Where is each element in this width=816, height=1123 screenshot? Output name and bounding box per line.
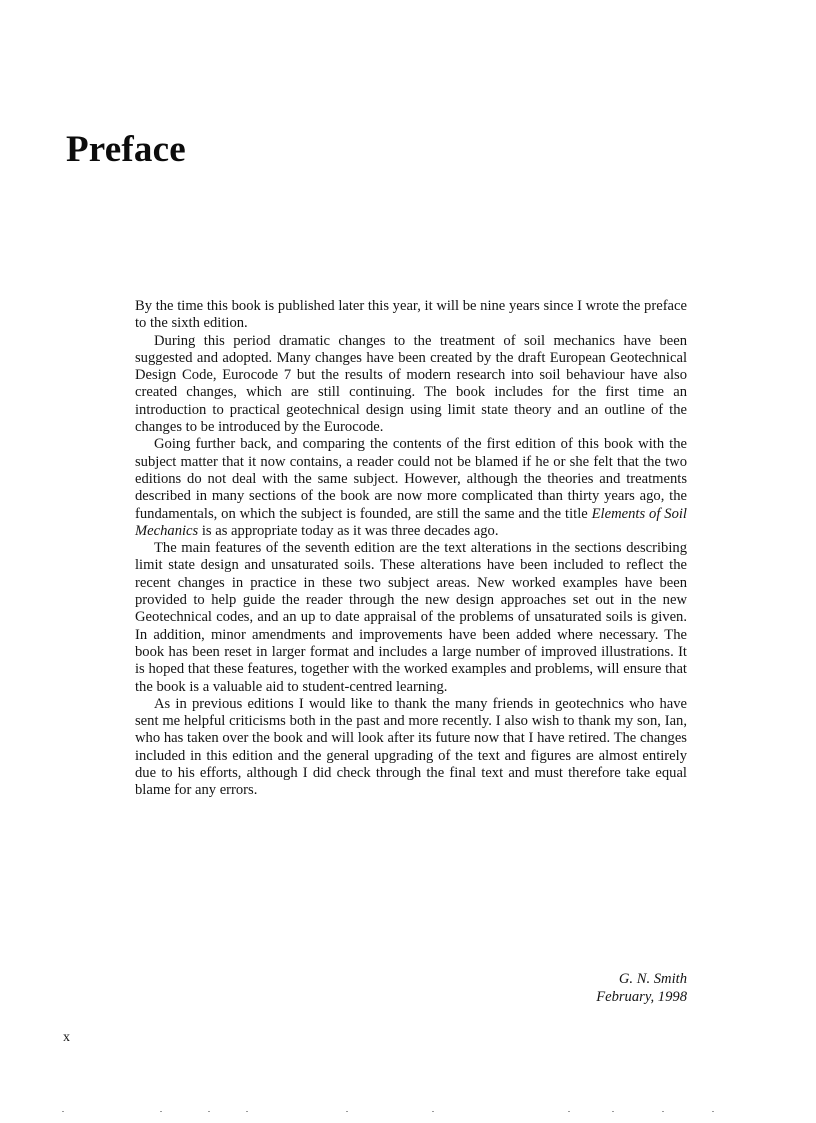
scan-speck xyxy=(662,1111,664,1112)
scan-speck xyxy=(160,1111,162,1112)
book-title-italic: Elements of Soil Mechanics xyxy=(135,505,687,539)
page-number: x xyxy=(63,1030,70,1045)
scan-speck xyxy=(346,1111,348,1112)
signature-block xyxy=(596,970,687,1006)
paragraph-5: As in previous editions I would like to thank the many friends in geotechnics who have sent me helpful criticisms both in the past and more recently. I also wish to thank my son, Ian, who has taken over the book and will look after its future now that I have retired. The changes included in this edition and the general upgrading of the text and figures are almost entirely due to his efforts, although I did check through the final text and must therefore take equal blame for any errors. xyxy=(135,695,687,799)
paragraph-3-text-before: Going further back, and comparing the contents of the first edition of this book with the subject matter that it now contains, a reader could not be blamed if he or she felt that the two editions do not deal with the same subject. However, although the theories and treatments described in many sections of the book are now more complicated than thirty years ago, the fundamentals, on which the subject is founded, are still the same and the title xyxy=(135,436,687,522)
scan-speck xyxy=(568,1111,570,1112)
paragraph-3 xyxy=(135,436,687,540)
scan-speck xyxy=(612,1111,614,1112)
scan-speck xyxy=(432,1111,434,1112)
page-title: Preface xyxy=(66,129,186,170)
paragraph-2: During this period dramatic changes to the treatment of soil mechanics have been suggested and adopted. Many changes have been created by the draft European Geotechnical Design Code, Eurocode 7 but the results of modern research into soil behaviour have also created changes, which are still continuing. The book includes for the first time an introduction to practical geotechnical design using limit state theory and an outline of the changes to be introduced by the Eurocode. xyxy=(135,332,687,436)
signature-date: February, 1998 xyxy=(596,989,687,1005)
preface-body xyxy=(135,298,687,800)
paragraph-1: By the time this book is published later this year, it will be nine years since I wrote the preface to the sixth edition. xyxy=(135,298,687,332)
scan-speck xyxy=(246,1111,248,1112)
scan-speck xyxy=(208,1111,210,1112)
scan-speck xyxy=(62,1111,64,1112)
scan-specks xyxy=(0,1108,816,1118)
paragraph-4: The main features of the seventh edition are the text alterations in the sections describing limit state design and unsaturated soils. These alterations have been included to reflect the recent changes in practice in these two subject areas. New worked examples have been provided to help guide the reader through the new design approaches set out in the new Geotechnical codes, and an up to date appraisal of the problems of unsaturated soils is given. In addition, minor amendments and improvements have been added where necessary. The book has been reset in larger format and includes a large number of improved illustrations. It is hoped that these features, together with the worked examples and problems, will ensure that the book is a valuable aid to student-centred learning. xyxy=(135,540,687,695)
author-name: G. N. Smith xyxy=(618,971,687,987)
scan-speck xyxy=(712,1111,714,1112)
paragraph-3-text-after: is as appropriate today as it was three decades ago. xyxy=(198,522,499,539)
